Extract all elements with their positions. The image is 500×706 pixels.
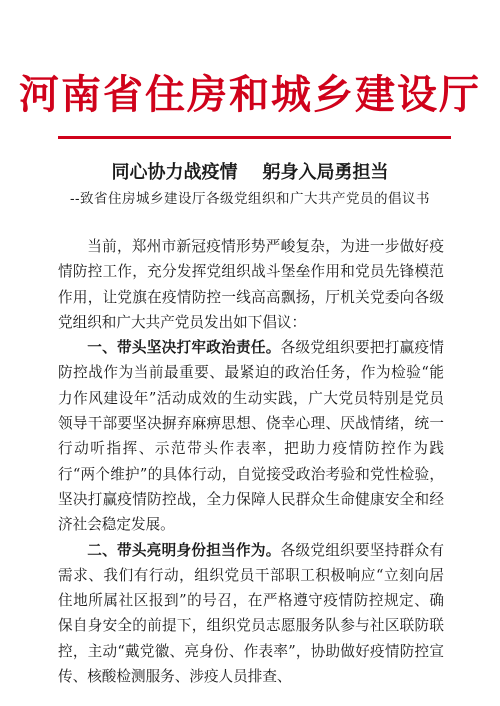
intro-paragraph: 当前，郑州市新冠疫情形势严峻复杂，为进一步做好疫情防控工作，充分发挥党组织战斗堡垒作用和党员先锋模范作用，让党旗在疫情防控一线高高飘扬，厅机关党委向各级党组织和广大共产党员发出如下倡议： — [58, 238, 444, 331]
section-paragraph-2 — [58, 538, 444, 690]
letterhead-red-rule — [58, 136, 451, 139]
document-subtitle: --致省住房城乡建设厅各级党组织和广大共产党员的倡议书 — [69, 191, 431, 207]
section-text-2: 各级党组织要坚持群众有需求、我们有行动，组织党员干部职工积极响应“立刻向居住地所属社区报到”的号召，在严格遵守疫情防控规定、确保自身安全的前提下，组织党员志愿服务队参与社区联防联控，主动“戴党徽、亮身份、作表率”，协助做好疫情防控宣传、核酸检测服务、涉疫人员排查、 — [58, 541, 444, 686]
section-heading-2: 二、带头亮明身份担当作为。 — [87, 541, 281, 559]
section-heading-1: 一、带头坚决打牢政治责任。 — [87, 339, 281, 357]
document-body — [58, 234, 444, 689]
section-text-1: 各级党组织要把打赢疫情防控战作为当前最重要、最紧迫的政治任务，作为检验“能力作风建设年”活动成效的生动实践，广大党员特别是党员领导干部要坚决摒弃麻痹思想、侥幸心理、厌战情绪，统一行动听指挥、示范带头作表率，把助力疫情防控作为践行“两个维护”的具体行动，自觉接受政治考验和党性检验，坚决打赢疫情防控战，全力保障人民群众生命健康安全和经济社会稳定发展。 — [58, 339, 444, 534]
document-title: 同心协力战疫情 躬身入局勇担当 — [111, 162, 389, 183]
org-letterhead-title: 河南省住房和城乡建设厅 — [19, 72, 481, 118]
section-paragraph-1 — [58, 335, 444, 537]
